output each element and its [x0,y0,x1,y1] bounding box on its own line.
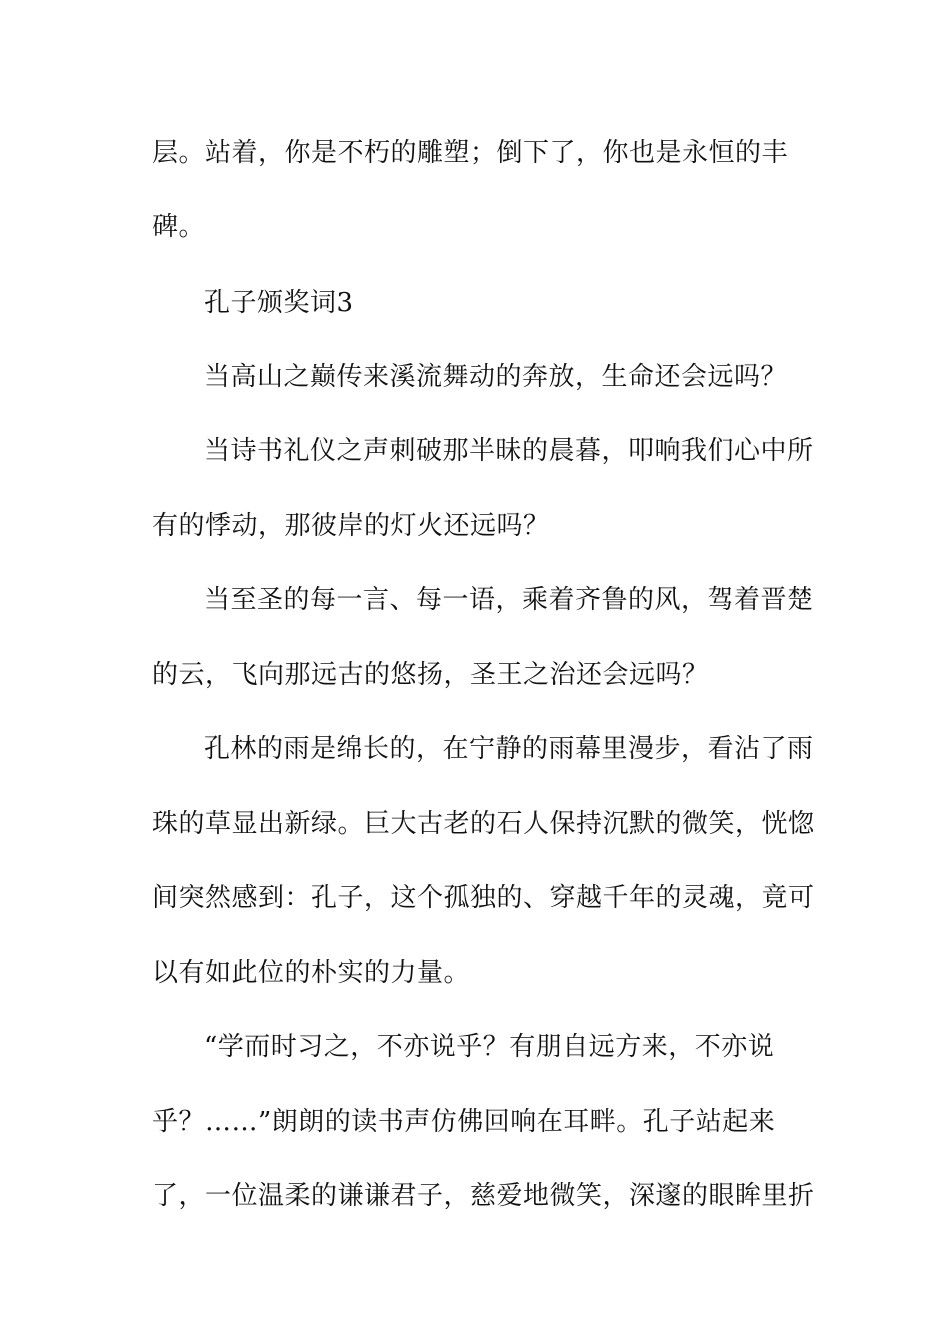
text-line-4: 当高山之巅传来溪流舞动的奔放，生命还会远吗？ [204,362,788,392]
text-line-1: 层。站着，你是不朽的雕塑；倒下了，你也是永恒的丰 [152,138,789,168]
text-line-12: 以有如此位的朴实的力量。 [152,958,471,988]
text-line-11: 间突然感到：孔子，这个孤独的、穿越千年的灵魂，竟可 [152,883,815,913]
text-line-10: 珠的草显出新绿。巨大古老的石人保持沉默的微笑，恍惚 [152,809,815,839]
text-line-15: 了，一位温柔的谦谦君子，慈爱地微笑，深邃的眼眸里折 [152,1181,815,1211]
text-line-14: 乎？……”朗朗的读书声仿佛回响在耳畔。孔子站起来 [152,1107,776,1137]
text-line-2: 碑。 [152,212,206,242]
text-line-9: 孔林的雨是绵长的，在宁静的雨幕里漫步，看沾了雨 [204,734,814,764]
text-line-5: 当诗书礼仪之声刺破那半昧的晨暮，叩响我们心中所 [204,436,814,466]
section-heading: 孔子颁奖词3 [204,288,354,318]
text-line-8: 的云，飞向那远古的悠扬，圣王之治还会远吗？ [152,660,709,690]
text-line-13: “学而时习之，不亦说乎？有朋自远方来，不亦说 [204,1032,775,1062]
text-line-7: 当至圣的每一言、每一语，乘着齐鲁的风，驾着晋楚 [204,585,814,615]
text-line-6: 有的悸动，那彼岸的灯火还远吗？ [152,511,550,541]
